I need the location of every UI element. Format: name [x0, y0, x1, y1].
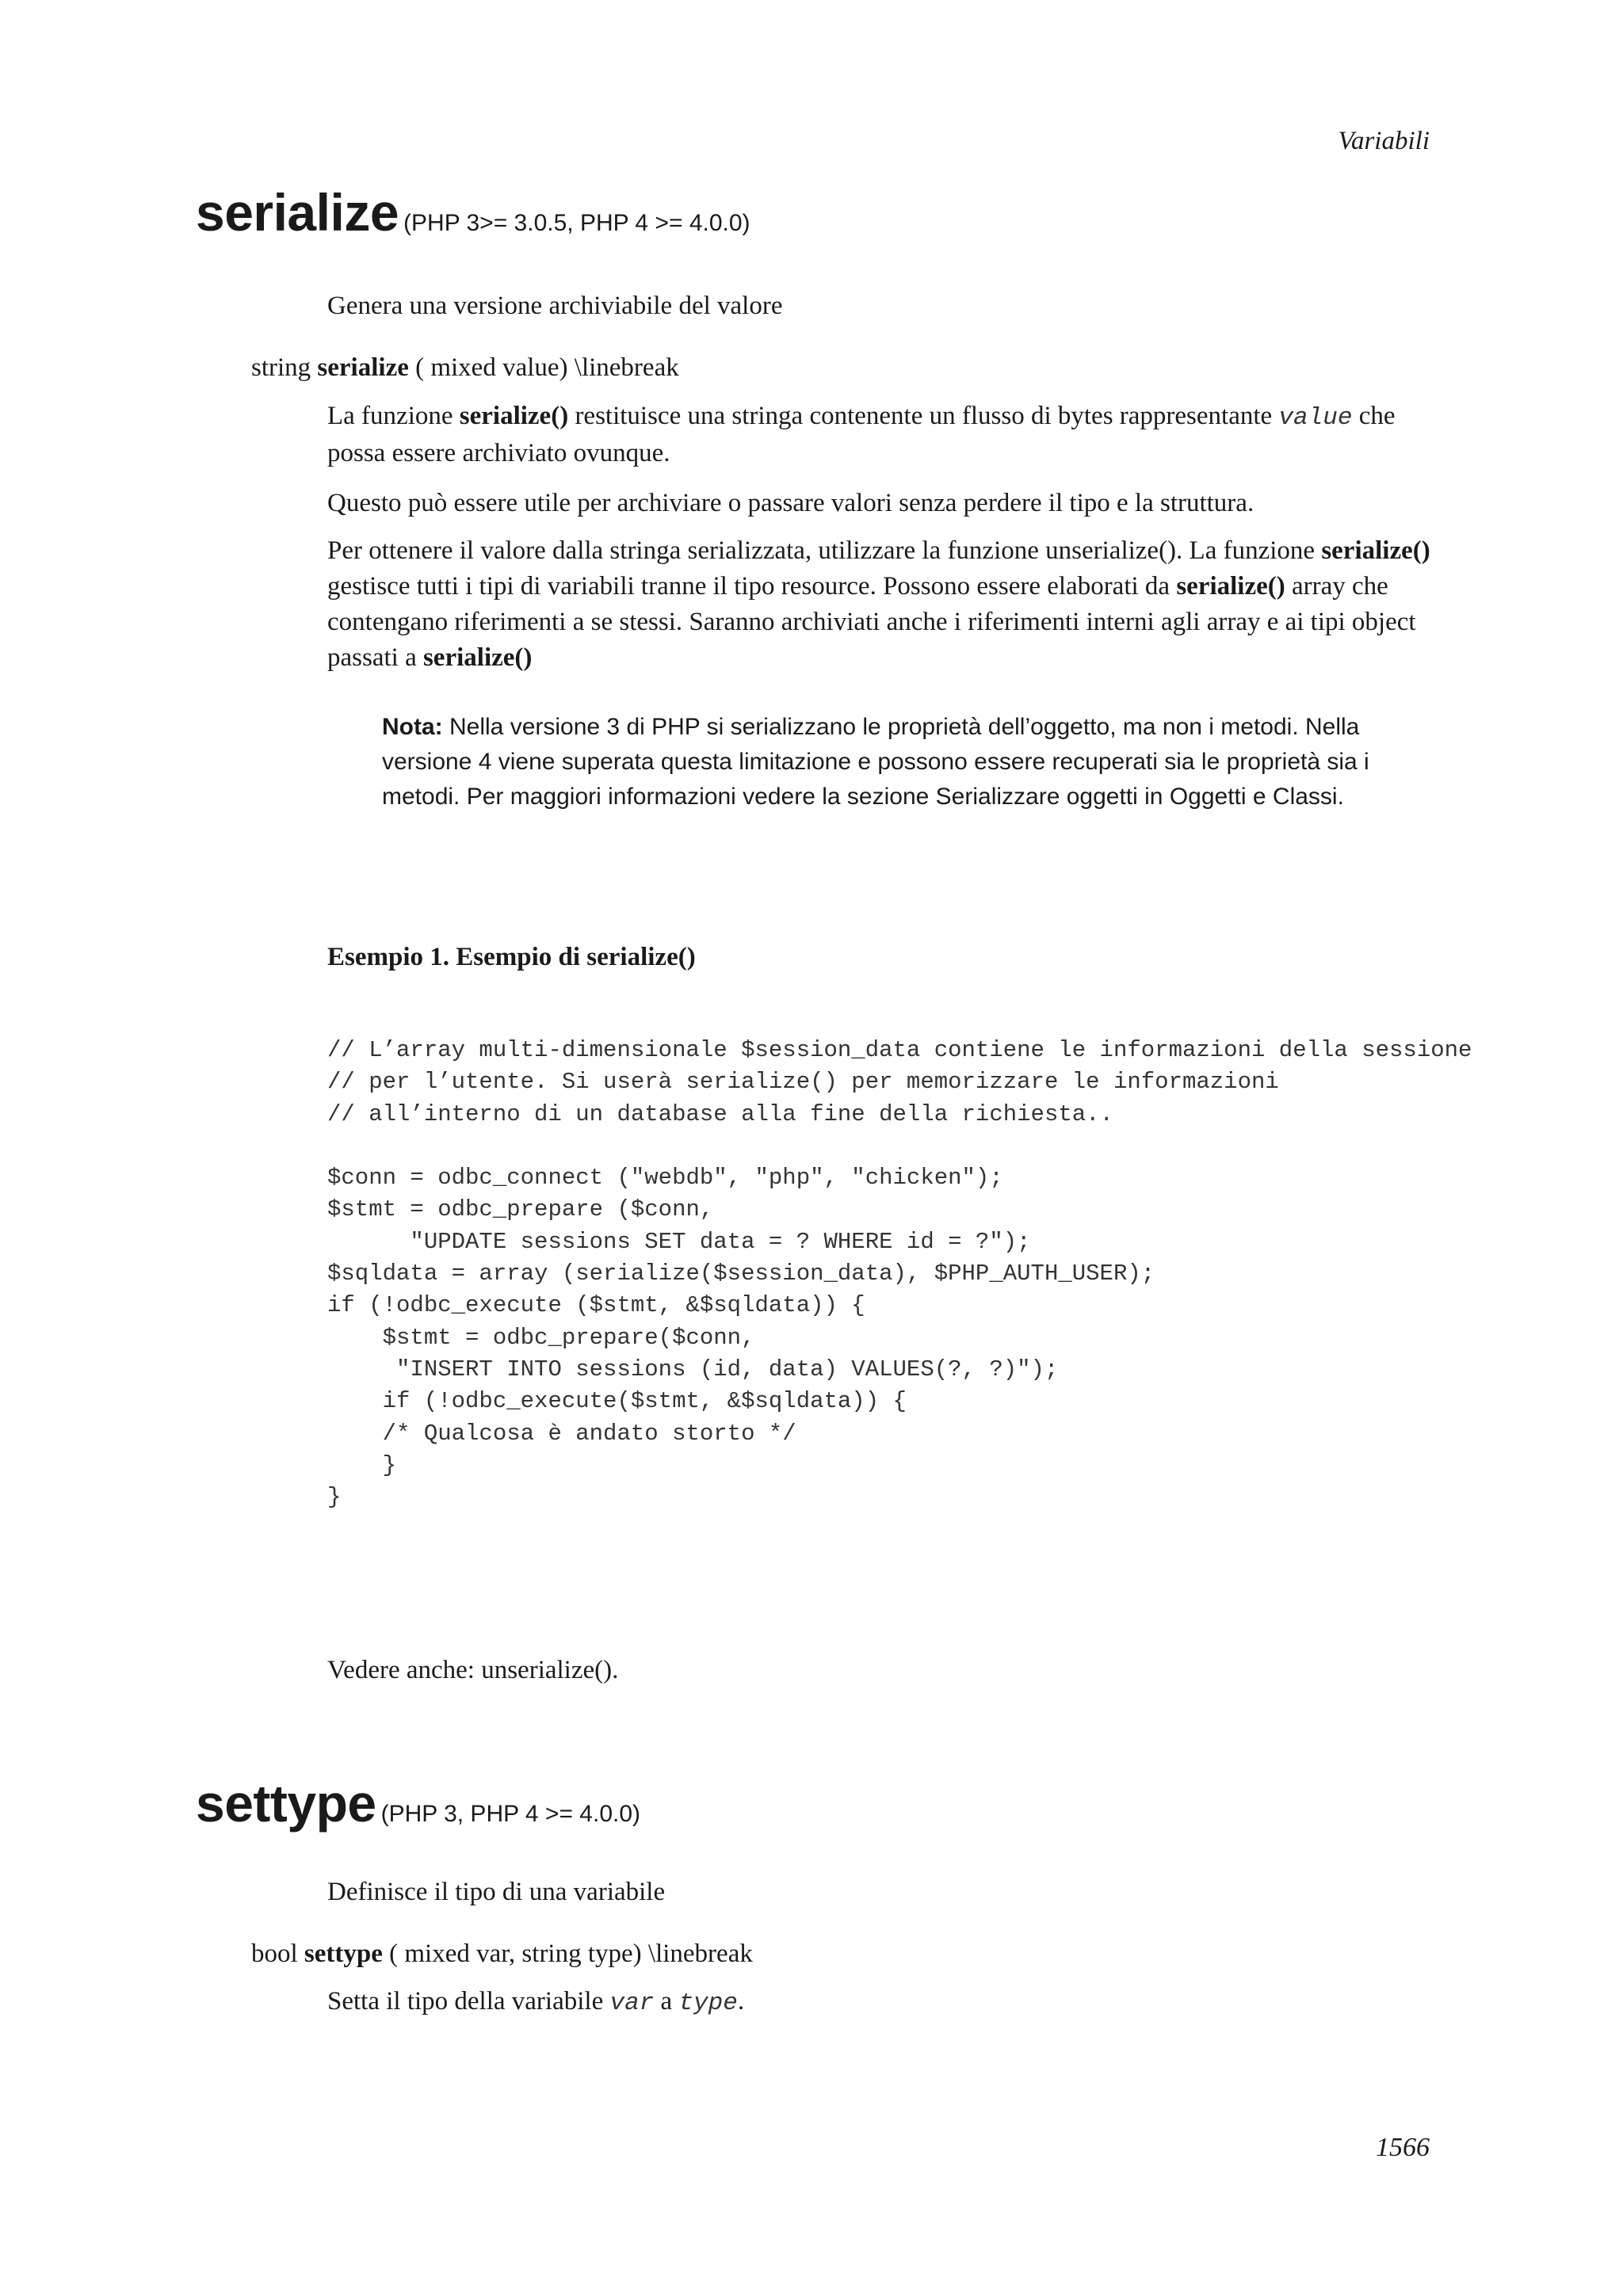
settype-heading [196, 1773, 640, 1833]
serialize-purpose: Genera una versione archiviabile del valore [327, 292, 783, 320]
function-ref: serialize() [459, 402, 569, 430]
serialize-synopsis [251, 350, 679, 386]
function-name: settype [196, 1774, 376, 1833]
code-example: // L’array multi-dimensionale $session_data contiene le informazioni della sessione // per l’utente. Si userà serialize() per memorizzare le informazioni // all’interno di un database alla fine della richiesta.. $conn = odbc_connect ("webdb", "php", "chicken"); $stmt = odbc_prepare ($conn, "UPDATE sessions SET data = ? WHERE id = ?"); $sqldata = array (serialize($session_data), $PHP_AUTH_USER); if (!odbc_execute ($stmt, &$sqldata)) { $stmt = odbc_prepare($conn, "INSERT INTO sessions (id, data) VALUES(?, ?)"); if (!odbc_execute($stmt, &$sqldata)) { /* Qualcosa è andato storto */ } } [327, 1037, 1472, 1511]
parameter-ref: type [678, 1989, 738, 2017]
text: La funzione [327, 402, 460, 430]
function-ref: serialize() [1176, 572, 1285, 601]
synopsis-function-name: serialize [317, 353, 409, 382]
synopsis-args: ( mixed value) \linebreak [415, 353, 679, 382]
running-header: Variabili [1338, 127, 1430, 155]
serialize-description [327, 399, 1437, 471]
settype-description [327, 1984, 1437, 2021]
serialize-details-paragraph [327, 533, 1437, 676]
synopsis-return-type: bool [251, 1939, 298, 1968]
function-ref: serialize() [422, 643, 533, 672]
see-also: Vedere anche: unserialize(). [327, 1656, 619, 1684]
text: che possa essere archiviato ovunque. [327, 402, 1396, 467]
version-info: (PHP 3>= 3.0.5, PHP 4 >= 4.0.0) [403, 210, 750, 236]
serialize-usage-paragraph: Questo può essere utile per archiviare o passare valori senza perdere il tipo e la struttura. [327, 489, 1254, 517]
parameter-ref: value [1278, 404, 1353, 432]
text: a [654, 1987, 679, 2016]
text: array che contengano riferimenti a se stessi. Saranno archiviati anche i riferimenti interni agli array e ai tipi object passati a [327, 572, 1416, 672]
settype-synopsis [251, 1936, 753, 1972]
synopsis-return-type: string [251, 353, 311, 382]
page-number: 1566 [1376, 2133, 1430, 2162]
text: gestisce tutti i tipi di variabili tranne il tipo resource. Possono essere elaborati da [327, 572, 1177, 601]
function-ref: serialize() [1321, 536, 1430, 565]
function-name: serialize [196, 183, 399, 242]
text: . [737, 1987, 745, 2016]
serialize-heading [196, 182, 750, 242]
note-text: Nella versione 3 di PHP si serializzano le proprietà dell’oggetto, ma non i metodi. Nella versione 4 viene superata questa limitazione e possono essere recuperati sia le proprietà sia i metodi. Per maggiori informazioni vedere la sezione Serializzare oggetti in Oggetti e Classi. [382, 714, 1369, 810]
example-title: Esempio 1. Esempio di serialize() [327, 943, 696, 971]
synopsis-function-name: settype [304, 1939, 383, 1968]
note-label: Nota: [382, 714, 443, 740]
synopsis-args: ( mixed var, string type) \linebreak [389, 1939, 753, 1968]
note-block [382, 710, 1436, 814]
text: Per ottenere il valore dalla stringa serializzata, utilizzare la funzione unserialize(). La funzione [327, 536, 1322, 565]
text: Setta il tipo della variabile [327, 1987, 610, 2016]
version-info: (PHP 3, PHP 4 >= 4.0.0) [380, 1801, 641, 1827]
settype-purpose: Definisce il tipo di una variabile [327, 1878, 666, 1906]
text: restituisce una stringa contenente un flusso di bytes rappresentante [568, 402, 1279, 430]
parameter-ref: var [609, 1989, 655, 2017]
